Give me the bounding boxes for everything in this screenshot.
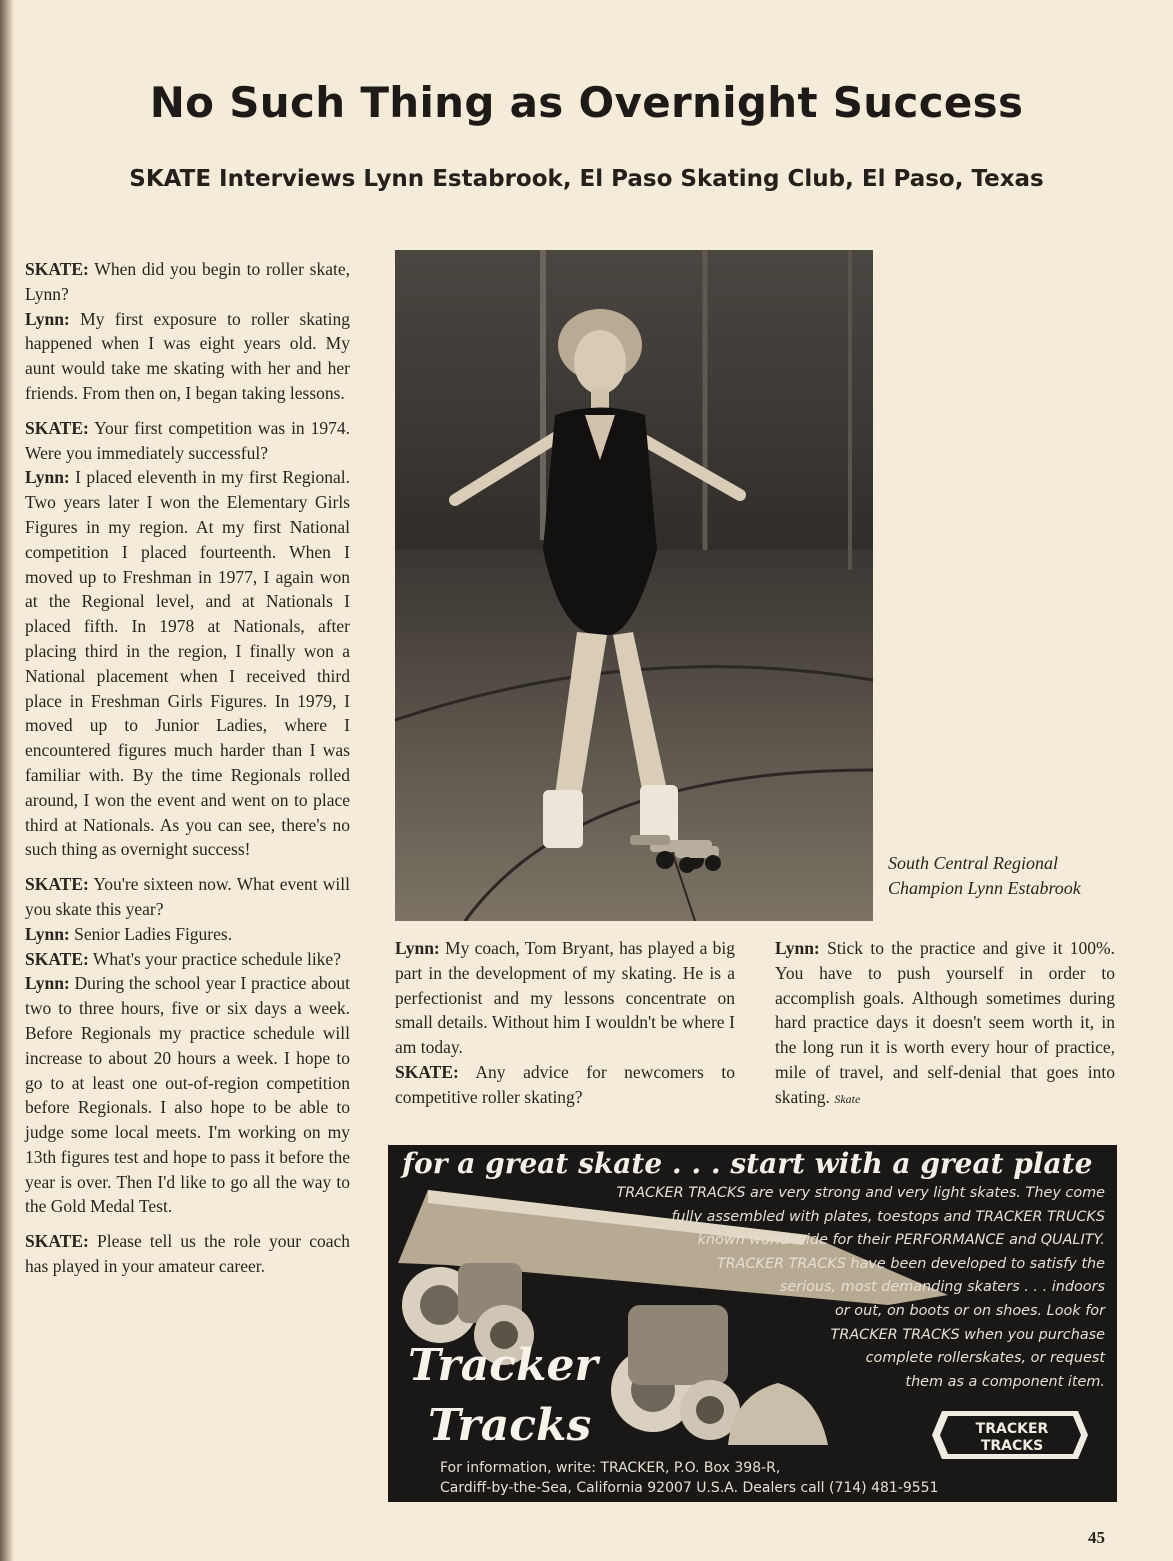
speaker-label: SKATE: <box>25 417 89 438</box>
end-mark: Skate <box>834 1091 861 1106</box>
skater-photo-illustration <box>395 250 873 921</box>
qa-text: Your first competition was in 1974. Were you immediately successful? <box>25 417 350 463</box>
qa-text: When did you begin to roller skate, Lynn? <box>25 259 350 304</box>
article-subtitle: SKATE Interviews Lynn Estabrook, El Paso Skating Club, El Paso, Texas <box>129 166 1044 192</box>
qa-paragraph <box>25 257 350 307</box>
article-title: No Such Thing as Overnight Success <box>149 78 1024 127</box>
speaker-label: SKATE: <box>395 1061 459 1082</box>
speaker-label: Lynn: <box>25 923 70 944</box>
ad-body-line: or out, on boots or on shoes. Look for <box>834 1302 1105 1319</box>
qa-text: You're sixteen now. What event will you skate this year? <box>25 874 350 919</box>
speaker-label: SKATE: <box>25 948 89 969</box>
ad-contact-line-1: For information, write: TRACKER, P.O. Box 398-R, <box>440 1460 781 1476</box>
speaker-label: Lynn: <box>25 467 70 488</box>
ad-body-line: fully assembled with plates, toestops and TRACKER TRUCKS <box>671 1208 1105 1225</box>
qa-text: Senior Ladies Figures. <box>69 923 233 944</box>
skater-photo <box>395 250 873 921</box>
photo-caption: South Central Regional Champion Lynn Estabrook <box>888 853 1081 898</box>
page-binding-edge <box>0 0 14 1561</box>
ad-contact-info <box>440 1458 1100 1498</box>
ad-body-line: TRACKER TRACKS when you purchase <box>830 1326 1105 1343</box>
speaker-label: SKATE: <box>25 259 89 279</box>
qa-paragraph <box>25 872 350 922</box>
qa-paragraph <box>395 936 735 1060</box>
qa-paragraph <box>775 936 1115 1112</box>
ad-body-line: them as a component item. <box>905 1373 1105 1390</box>
qa-paragraph <box>25 971 350 1219</box>
qa-paragraph <box>25 922 350 947</box>
speaker-label: Lynn: <box>25 308 70 329</box>
qa-text: I placed eleventh in my first Regional. Two years later I won the Elementary Girls Figures in my region. At my first National competition I placed fourteenth. When I moved up to Freshman in 1977, I again won at the Regional level, and at Nationals I placed fifth. In 1978 at Nationals, after placing third in the region, I finally won a National placement when I received third place in Freshman Girls Figures. In 1979, I moved up to Junior Ladies, where I encountered figures much harder than I was familiar with. By the time Regionals rolled around, I won the event and went on to place third at Nationals. As you can see, there's no such thing as overnight success! <box>25 467 350 860</box>
qa-text: Please tell us the role your coach has played in your amateur career. <box>25 1231 350 1277</box>
qa-text: What's your practice schedule like? <box>88 948 341 969</box>
qa-text: During the school year I practice about two to three hours, five or six days a week. Before Regionals my practice schedule will increase to about 20 hours a week. I hope to go to at least one out-of-region competition before Regionals. I also hope to be able to judge some local meets. I'm working on my 13th figures test and hope to pass it before the year is over. Then I'd like to go all the way to the Gold Medal Test. <box>25 973 350 1217</box>
ad-body-line: TRACKER TRACKS have been developed to satisfy the <box>716 1255 1105 1272</box>
qa-paragraph <box>25 307 350 406</box>
ad-body-line: complete rollerskates, or request <box>865 1350 1105 1367</box>
ad-body-line: TRACKER TRACKS are very strong and very light skates. They come <box>616 1185 1105 1201</box>
article-column-1 <box>25 257 350 1289</box>
article-column-3 <box>775 936 1115 1112</box>
qa-text: Stick to the practice and give it 100%. You have to push yourself in order to accomplish goals. Although sometimes during hard practice days it doesn't seem worth it, in the long run it is worth every hour of practice, mile of travel, and self-denial that goes into skating. <box>775 938 1115 1107</box>
ad-body-line: serious, most demanding skaters . . . indoors <box>779 1279 1105 1296</box>
qa-paragraph <box>395 1060 735 1110</box>
qa-text: Any advice for newcomers to competitive roller skating? <box>395 1061 735 1107</box>
qa-paragraph <box>25 947 350 972</box>
ad-contact-line-2: Cardiff-by-the-Sea, California 92007 U.S.A. Dealers call (714) 481-9551 <box>440 1480 939 1496</box>
qa-text: My coach, Tom Bryant, has played a big part in the development of my skating. He is a perfectionist and my lessons concentrate on small details. Without him I wouldn't be where I am today. <box>395 938 735 1058</box>
ad-logo-tracker: Tracker <box>408 1340 598 1391</box>
qa-paragraph <box>25 465 350 862</box>
speaker-label: Lynn: <box>775 938 820 958</box>
badge-line-2: TRACKS <box>980 1438 1044 1454</box>
badge-line-1: TRACKER <box>975 1421 1049 1437</box>
qa-paragraph <box>25 416 350 466</box>
qa-paragraph <box>25 1229 350 1279</box>
speaker-label: Lynn: <box>395 938 440 958</box>
speaker-label: SKATE: <box>25 1231 89 1252</box>
page-number: 45 <box>1088 1528 1105 1547</box>
tracker-tracks-ad <box>388 1145 1117 1502</box>
ad-body-line: known world-wide for their PERFORMANCE and QUALITY. <box>697 1232 1105 1249</box>
tracker-tracks-badge-icon <box>928 1407 1093 1463</box>
ad-headline: for a great skate . . . start with a great plate <box>402 1147 1093 1180</box>
ad-logo-tracks: Tracks <box>428 1400 592 1451</box>
speaker-label: SKATE: <box>25 874 89 895</box>
article-column-2 <box>395 936 735 1110</box>
ad-body-text <box>545 1182 1105 1394</box>
qa-text: My first exposure to roller skating happened when I was eight years old. My aunt would take me skating with her and her friends. From then on, I began taking lessons. <box>25 308 350 403</box>
speaker-label: Lynn: <box>25 973 70 994</box>
